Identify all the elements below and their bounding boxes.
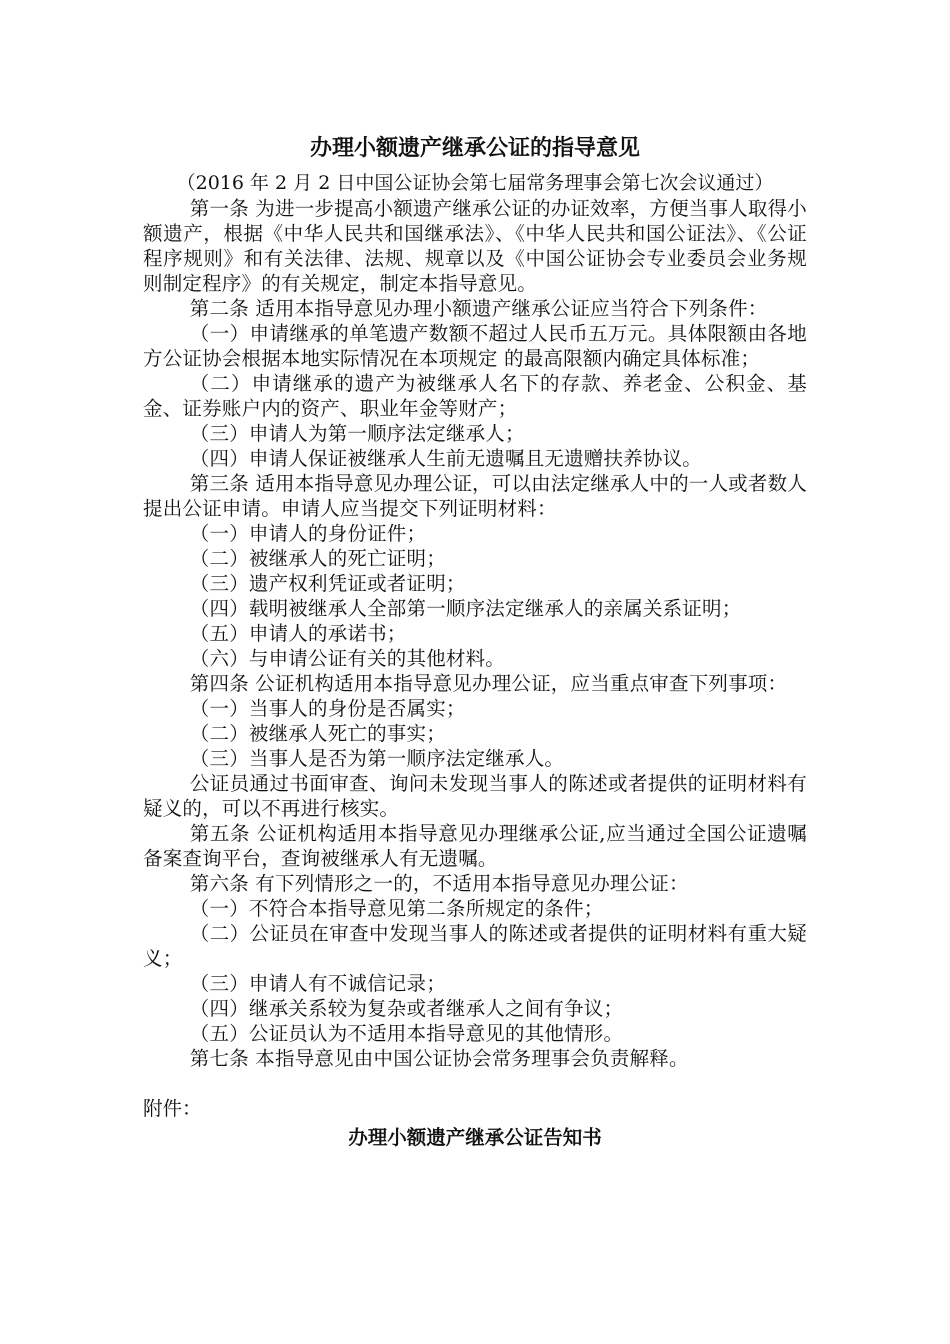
article-3-item-4: （四）载明被继承人全部第一顺序法定继承人的亲属关系证明；: [189, 597, 742, 620]
attachment-title: 办理小额遗产继承公证告知书: [348, 1126, 602, 1149]
article-6-item-5: （五）公证员认为不适用本指导意见的其他情形。: [189, 1022, 624, 1045]
article-5: 第五条 公证机构适用本指导意见办理继承公证,应当通过全国公证遗嘱备案查询平台，查询被继承人有无遗嘱。: [143, 822, 807, 870]
article-1: 第一条 为进一步提高小额遗产继承公证的办证效率，方便当事人取得小额遗产，根据《中华人民共和国继承法》、《中华人民共和国公证法》、《公证程序规则》和有关法律、法规、规章以及《中国公证协会专业委员会业务规则制定程序》的有关规定，制定本指导意见。: [143, 197, 807, 295]
article-2: 第二条 适用本指导意见办理小额遗产继承公证应当符合下列条件：: [189, 297, 768, 320]
article-3-item-6: （六）与申请公证有关的其他材料。: [189, 647, 505, 670]
article-2-item-2: （二）申请继承的遗产为被继承人名下的存款、养老金、公积金、基金、证券账户内的资产、职业年金等财产；: [143, 372, 807, 420]
article-3-item-1: （一）申请人的身份证件；: [189, 522, 427, 545]
attachment-label: 附件：: [143, 1097, 202, 1120]
document-title: 办理小额遗产继承公证的指导意见: [309, 136, 640, 161]
article-7: 第七条 本指导意见由中国公证协会常务理事会负责解释。: [189, 1047, 689, 1070]
article-2-item-4: （四）申请人保证被继承人生前无遗嘱且无遗赠扶养协议。: [189, 447, 702, 470]
article-4-item-1: （一）当事人的身份是否属实；: [189, 697, 466, 720]
article-4-item-3: （三）当事人是否为第一顺序法定继承人。: [189, 747, 565, 770]
article-3-item-5: （五）申请人的承诺书；: [189, 622, 407, 645]
article-6-item-4: （四）继承关系较为复杂或者继承人之间有争议；: [189, 997, 624, 1020]
article-3: 第三条 适用本指导意见办理公证，可以由法定继承人中的一人或者数人提出公证申请。申请人应当提交下列证明材料：: [143, 472, 807, 520]
article-4-item-2: （二）被继承人死亡的事实；: [189, 722, 446, 745]
article-2-item-1: （一）申请继承的单笔遗产数额不超过人民币五万元。具体限额由各地方公证协会根据本地实际情况在本项规定 的最高限额内确定具体标准；: [143, 322, 807, 370]
article-4-note: 公证员通过书面审查、询问未发现当事人的陈述或者提供的证明材料有疑义的，可以不再进行核实。: [143, 772, 807, 820]
article-4: 第四条 公证机构适用本指导意见办理公证，应当重点审查下列事项：: [189, 672, 788, 695]
article-2-item-3: （三）申请人为第一顺序法定继承人；: [189, 422, 525, 445]
article-6: 第六条 有下列情形之一的，不适用本指导意见办理公证：: [189, 872, 689, 895]
article-3-item-3: （三）遗产权利凭证或者证明；: [189, 572, 466, 595]
article-3-item-2: （二）被继承人的死亡证明；: [189, 547, 446, 570]
article-6-item-3: （三）申请人有不诚信记录；: [189, 972, 446, 995]
document-subtitle: （2016 年 2 月 2 日中国公证协会第七届常务理事会第七次会议通过）: [176, 172, 774, 194]
article-6-item-1: （一）不符合本指导意见第二条所规定的条件；: [189, 897, 604, 920]
blank-line: [143, 1071, 807, 1096]
article-6-item-2: （二）公证员在审查中发现当事人的陈述或者提供的证明材料有重大疑义；: [143, 922, 807, 970]
document-body: [143, 196, 807, 1071]
